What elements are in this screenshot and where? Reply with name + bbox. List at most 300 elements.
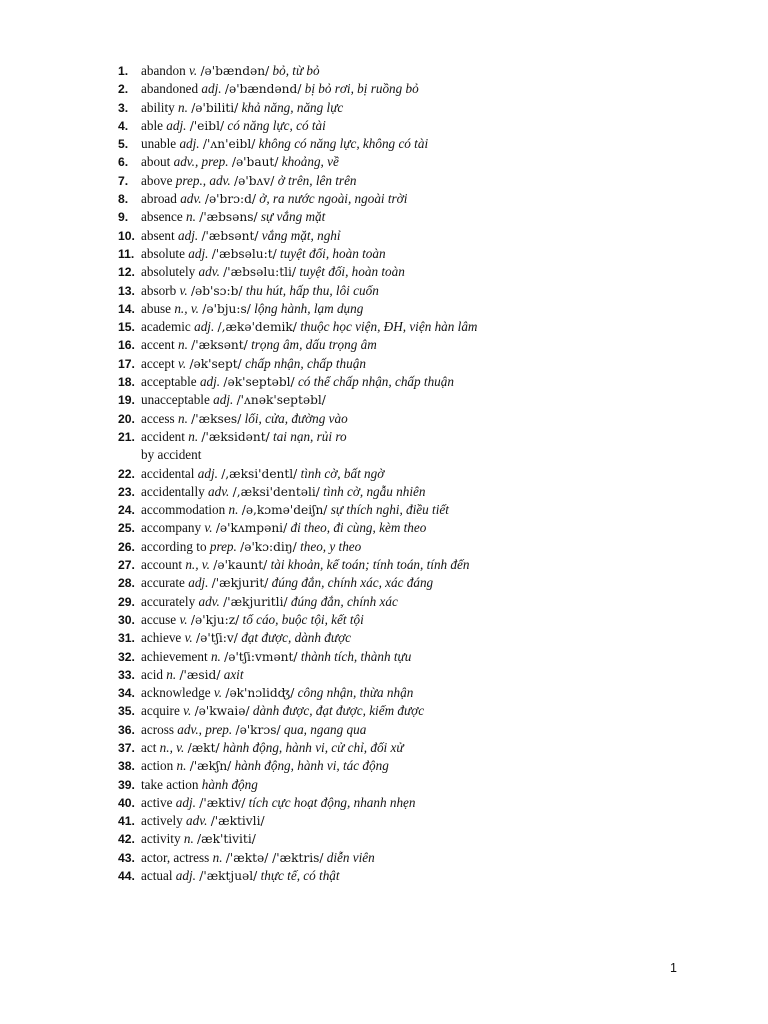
- entry-part-of-speech: n.: [177, 337, 188, 353]
- vocab-entry: [100, 80, 740, 98]
- entry-part-of-speech: n.: [176, 758, 187, 774]
- entry-body: [141, 373, 740, 391]
- entry-pronunciation: /ə'kju:z/: [190, 612, 240, 627]
- entry-number: 21.: [118, 429, 135, 444]
- entry-meaning: hành động, hành vi, tác động: [234, 758, 389, 774]
- entry-part-of-speech: n.: [177, 410, 188, 426]
- entry-part-of-speech: adj.: [213, 392, 234, 408]
- vocab-entry: [100, 172, 740, 190]
- entry-number: 6.: [118, 155, 129, 170]
- entry-body: [141, 629, 740, 647]
- entry-pronunciation: /ə'biliti/: [191, 100, 239, 115]
- entry-number: 20.: [118, 411, 135, 426]
- entry-body: [141, 867, 740, 885]
- vocab-entry: [100, 776, 740, 794]
- entry-meaning: tố cáo, buộc tội, kết tội: [242, 611, 364, 627]
- entry-body: [141, 757, 740, 775]
- entry-meaning: đạt được, dành được: [241, 630, 351, 646]
- entry-meaning: khả năng, năng lực: [241, 99, 344, 115]
- entry-body: [141, 611, 740, 629]
- entry-word: access: [141, 410, 175, 426]
- entry-number: 22.: [118, 466, 135, 481]
- vocab-entry: [100, 282, 740, 300]
- entry-pronunciation: /ækt/: [187, 740, 220, 755]
- entry-number: 24.: [118, 503, 135, 518]
- entry-number: 19.: [118, 393, 135, 408]
- entry-word: action: [141, 758, 174, 774]
- entry-body: [141, 135, 740, 153]
- entry-word: academic: [141, 319, 191, 335]
- entry-word: acceptable: [141, 374, 197, 390]
- entry-number: 44.: [118, 869, 135, 884]
- entry-body: [141, 519, 740, 537]
- entry-body: [141, 355, 740, 373]
- entry-pronunciation: /ə'tʃi:v/: [196, 631, 238, 646]
- entry-meaning: thuộc học viện, ĐH, viện hàn lâm: [300, 319, 478, 335]
- entry-part-of-speech: adj.: [178, 227, 199, 243]
- entry-word: actor, actress: [141, 849, 210, 865]
- entry-part-of-speech: adj.: [166, 117, 187, 133]
- entry-part-of-speech: v.: [204, 520, 213, 536]
- entry-body: [141, 318, 740, 336]
- entry-number: 16.: [118, 338, 135, 353]
- entry-pronunciation: /ə'bændən/: [200, 64, 270, 78]
- entry-part-of-speech: n., v.: [159, 739, 185, 755]
- entry-word: accent: [141, 337, 175, 353]
- vocab-entry: [100, 666, 740, 684]
- entry-meaning: qua, ngang qua: [283, 721, 367, 737]
- entry-number: 14.: [118, 301, 135, 316]
- vocab-entry: [100, 483, 740, 501]
- entry-number: 35.: [118, 704, 135, 719]
- entry-word: accurately: [141, 593, 196, 609]
- entry-pronunciation: /ə'tʃi:vmənt/: [224, 649, 298, 664]
- entry-number: 32.: [118, 649, 135, 664]
- entry-word: across: [141, 721, 174, 737]
- entry-number: 18.: [118, 375, 135, 390]
- entry-word: abroad: [141, 191, 177, 207]
- entry-pronunciation: /ək'nɔlidʤ/: [225, 686, 295, 701]
- entry-pronunciation: /,æksi'dentl/: [221, 466, 298, 481]
- entry-number: 27.: [118, 558, 135, 573]
- entry-meaning: lộng hành, lạm dụng: [254, 300, 364, 316]
- entry-number: 36.: [118, 722, 135, 737]
- entry-word: absent: [141, 227, 175, 243]
- entry-word: accidental: [141, 465, 195, 481]
- entry-word: active: [141, 794, 173, 810]
- entry-number: 31.: [118, 631, 135, 646]
- entry-pronunciation: /'æktiv/: [199, 795, 246, 810]
- entry-meaning: tình cờ, ngẫu nhiên: [323, 483, 426, 499]
- entry-pronunciation: /ək'septəbl/: [223, 375, 295, 390]
- entry-word: unacceptable: [141, 392, 210, 408]
- entry-pronunciation: /æk'tiviti/: [197, 832, 256, 847]
- entry-body: [141, 80, 740, 98]
- entry-part-of-speech: n., v.: [185, 557, 210, 573]
- entry-body: [141, 648, 740, 666]
- vocab-entry: [100, 373, 740, 391]
- entry-meaning: đúng đắn, chính xác: [290, 593, 398, 609]
- vocabulary-list: [100, 62, 740, 885]
- entry-word: activity: [141, 831, 181, 847]
- entry-part-of-speech: n.: [186, 209, 196, 225]
- entry-number: 2.: [118, 82, 129, 97]
- entry-number: 11.: [118, 246, 135, 261]
- entry-number: 26.: [118, 539, 135, 554]
- vocab-entry: [100, 574, 740, 592]
- entry-body: [141, 245, 740, 263]
- entry-body: [141, 684, 740, 702]
- entry-body: [141, 794, 740, 812]
- entry-body: [141, 300, 740, 318]
- entry-part-of-speech: n.: [166, 666, 177, 682]
- entry-meaning: tình cờ, bất ngờ: [300, 465, 385, 481]
- entry-meaning: diễn viên: [326, 849, 375, 865]
- entry-number: 15.: [118, 320, 135, 335]
- vocab-entry: [100, 318, 740, 336]
- entry-body: [141, 99, 740, 117]
- entry-number: 8.: [118, 192, 129, 207]
- entry-number: 41.: [118, 814, 135, 829]
- entry-body: [141, 593, 740, 611]
- entry-body: [141, 812, 740, 830]
- entry-number: 12.: [118, 265, 135, 280]
- entry-part-of-speech: n.: [188, 428, 199, 444]
- entry-meaning: thành tích, thành tựu: [300, 648, 412, 664]
- entry-body: [141, 849, 740, 867]
- entry-pronunciation: /'ækses/: [191, 411, 242, 426]
- entry-meaning: có năng lực, có tài: [227, 117, 326, 133]
- vocab-entry: [100, 593, 740, 611]
- entry-pronunciation: /əb'sɔ:b/: [190, 283, 243, 298]
- entry-pronunciation: /'ækʃn/: [189, 759, 232, 774]
- entry-pronunciation: /ə'bju:s/: [202, 301, 251, 316]
- entry-part-of-speech: adj.: [175, 868, 196, 884]
- entry-pronunciation: /ə'kʌmpəni/: [215, 521, 288, 536]
- entry-body: [141, 501, 740, 519]
- entry-meaning: tích cực hoạt động, nhanh nhẹn: [248, 794, 416, 810]
- entry-number: 37.: [118, 740, 135, 755]
- vocab-entry: [100, 849, 740, 867]
- entry-body: [141, 465, 740, 483]
- entry-body: [141, 574, 740, 592]
- entry-word: unable: [141, 136, 177, 152]
- entry-part-of-speech: adj.: [199, 374, 221, 390]
- vocab-entry: [100, 812, 740, 830]
- entry-body: [141, 117, 740, 135]
- entry-meaning: ở, ra nước ngoài, ngoài trời: [259, 191, 408, 207]
- entry-part-of-speech: adv., prep.: [177, 721, 233, 737]
- entry-part-of-speech: adj.: [188, 245, 209, 261]
- entry-part-of-speech: prep., adv.: [175, 172, 231, 188]
- entry-part-of-speech: n.: [228, 502, 239, 518]
- entry-pronunciation: /'æbsənt/: [201, 228, 259, 243]
- entry-word: take action: [141, 776, 199, 792]
- entry-meaning: chấp nhận, chấp thuận: [245, 355, 366, 371]
- entry-pronunciation: /'æktivli/: [210, 814, 265, 829]
- entry-meaning: bị bỏ rơi, bị ruồng bỏ: [304, 81, 419, 97]
- entry-pronunciation: /ə'kɔ:diŋ/: [240, 539, 297, 554]
- vocab-entry: [100, 245, 740, 263]
- entry-body: [141, 391, 740, 409]
- entry-number: 1.: [118, 64, 129, 78]
- entry-meaning: dành được, đạt được, kiếm được: [252, 703, 425, 719]
- vocab-entry: [100, 739, 740, 757]
- entry-word: achieve: [141, 630, 182, 646]
- entry-pronunciation: /'æktjuəl/: [199, 869, 258, 884]
- entry-body: [141, 336, 740, 354]
- entry-part-of-speech: adj.: [188, 575, 209, 591]
- entry-part-of-speech: adv., prep.: [173, 154, 229, 170]
- page-number: 1: [670, 961, 677, 975]
- vocab-entry: [100, 190, 740, 208]
- vocab-entry: [100, 153, 740, 171]
- vocab-entry: [100, 556, 740, 574]
- entry-part-of-speech: prep.: [209, 538, 237, 554]
- entry-word: act: [141, 739, 157, 755]
- entry-meaning: vắng mặt, nghỉ: [261, 227, 341, 243]
- entry-word: accommodation: [141, 502, 226, 518]
- vocab-entry: [100, 410, 740, 428]
- entry-pronunciation: /'ækjurit/: [211, 576, 269, 591]
- entry-word: according to: [141, 538, 207, 554]
- entry-body: [141, 172, 740, 190]
- entry-body: [141, 153, 740, 171]
- entry-part-of-speech: adv.: [186, 813, 208, 829]
- entry-word: acid: [141, 666, 163, 682]
- entry-meaning: công nhận, thừa nhận: [297, 685, 414, 701]
- entry-part-of-speech: v.: [179, 611, 188, 627]
- entry-body: [141, 428, 740, 465]
- vocab-entry: [100, 538, 740, 556]
- entry-meaning: khoảng, về: [281, 154, 339, 170]
- vocab-entry: [100, 519, 740, 537]
- entry-number: 3.: [118, 100, 129, 115]
- entry-part-of-speech: v.: [179, 282, 188, 298]
- entry-word: able: [141, 117, 163, 133]
- vocab-entry: [100, 648, 740, 666]
- entry-meaning: có thể chấp nhận, chấp thuận: [297, 374, 454, 390]
- entry-meaning: thực tế, có thật: [260, 868, 340, 884]
- entry-part-of-speech: n.: [212, 849, 223, 865]
- entry-meaning: tai nạn, rủi ro: [273, 428, 347, 444]
- entry-number: 30.: [118, 612, 135, 627]
- entry-sub-phrase: by accident: [141, 447, 202, 463]
- entry-part-of-speech: adv.: [198, 593, 220, 609]
- vocab-entry: [100, 867, 740, 885]
- entry-part-of-speech: v.: [183, 703, 192, 719]
- vocab-entry: [100, 757, 740, 775]
- entry-pronunciation: /'æksidənt/: [201, 429, 270, 444]
- entry-number: 29.: [118, 594, 135, 609]
- entry-pronunciation: /ə'baut/: [231, 155, 279, 170]
- entry-pronunciation: /'ʌnək'septəbl/: [236, 393, 326, 408]
- entry-word: accurate: [141, 575, 185, 591]
- entry-number: 17.: [118, 356, 135, 371]
- entry-body: [141, 556, 740, 574]
- entry-pronunciation: /'æksənt/: [191, 338, 248, 353]
- entry-number: 7.: [118, 173, 129, 188]
- entry-body: [141, 702, 740, 720]
- entry-meaning: tài khoản, kế toán; tính toán, tính đến: [270, 557, 470, 573]
- entry-word: acquire: [141, 703, 180, 719]
- entry-body: [141, 263, 740, 281]
- entry-number: 25.: [118, 521, 135, 536]
- vocab-entry: [100, 629, 740, 647]
- entry-word: actively: [141, 813, 183, 829]
- entry-word: absence: [141, 209, 183, 225]
- entry-word: ability: [141, 99, 175, 115]
- entry-part-of-speech: adv.: [208, 483, 230, 499]
- vocab-entry: [100, 355, 740, 373]
- entry-number: 42.: [118, 832, 135, 847]
- entry-word: accept: [141, 355, 175, 371]
- vocab-entry: [100, 99, 740, 117]
- entry-number: 39.: [118, 777, 135, 792]
- vocab-entry: [100, 465, 740, 483]
- entry-part-of-speech: adj.: [175, 794, 196, 810]
- entry-body: [141, 830, 740, 848]
- entry-part-of-speech: n.: [210, 648, 221, 664]
- entry-meaning: hành động: [201, 776, 258, 792]
- entry-word: accidentally: [141, 483, 205, 499]
- entry-body: [141, 739, 740, 757]
- entry-word: above: [141, 172, 173, 188]
- entry-number: 9.: [118, 210, 129, 225]
- entry-pronunciation: /'eibl/: [189, 118, 225, 133]
- vocab-entry: [100, 263, 740, 281]
- entry-body: [141, 190, 740, 208]
- vocab-entry: [100, 830, 740, 848]
- entry-body: [141, 227, 740, 245]
- entry-pronunciation: /'æktə/ /'æktris/: [225, 850, 324, 865]
- entry-word: accident: [141, 428, 185, 444]
- vocab-entry: [100, 721, 740, 739]
- vocab-entry: [100, 336, 740, 354]
- entry-meaning: không có năng lực, không có tài: [258, 136, 429, 152]
- vocab-entry: [100, 300, 740, 318]
- entry-number: 23.: [118, 484, 135, 499]
- entry-pronunciation: /ə'kwaiə/: [194, 704, 250, 719]
- vocab-entry: [100, 227, 740, 245]
- entry-word: actual: [141, 868, 173, 884]
- entry-word: accuse: [141, 611, 177, 627]
- entry-pronunciation: /ək'sept/: [189, 356, 242, 371]
- entry-part-of-speech: n.: [178, 99, 188, 115]
- entry-meaning: tuyệt đối, hoàn toàn: [299, 264, 405, 280]
- entry-pronunciation: /'ʌn'eibl/: [202, 137, 256, 152]
- entry-pronunciation: /ə'brɔ:d/: [204, 192, 256, 207]
- entry-number: 43.: [118, 850, 135, 865]
- vocab-entry: [100, 702, 740, 720]
- vocab-entry: [100, 684, 740, 702]
- entry-number: 28.: [118, 576, 135, 591]
- entry-part-of-speech: n., v.: [174, 300, 199, 316]
- entry-number: 4.: [118, 118, 129, 133]
- entry-pronunciation: /,æksi'dentəli/: [232, 484, 320, 499]
- entry-number: 34.: [118, 686, 135, 701]
- entry-part-of-speech: n.: [183, 831, 194, 847]
- entry-meaning: trọng âm, dấu trọng âm: [251, 337, 377, 353]
- entry-part-of-speech: adj.: [197, 465, 218, 481]
- entry-pronunciation: /,ækə'demik/: [217, 320, 297, 335]
- entry-body: [141, 538, 740, 556]
- entry-body: [141, 776, 740, 794]
- entry-body: [141, 666, 740, 684]
- entry-word: absorb: [141, 282, 177, 298]
- entry-part-of-speech: v.: [184, 630, 193, 646]
- vocab-entry: [100, 794, 740, 812]
- entry-pronunciation: /'æbsəlu:t/: [211, 246, 277, 261]
- entry-body: [141, 208, 740, 226]
- vocab-entry: [100, 428, 740, 465]
- entry-body: [141, 410, 740, 428]
- entry-pronunciation: /ə'bændənd/: [224, 82, 302, 97]
- vocab-entry: [100, 501, 740, 519]
- entry-number: 13.: [118, 283, 135, 298]
- entry-body: [141, 721, 740, 739]
- entry-part-of-speech: adv.: [198, 264, 220, 280]
- entry-meaning: đi theo, đi cùng, kèm theo: [290, 520, 427, 536]
- vocab-entry: [100, 117, 740, 135]
- vocab-entry: [100, 611, 740, 629]
- entry-pronunciation: /'æbsəns/: [199, 210, 258, 225]
- entry-meaning: ở trên, lên trên: [277, 172, 357, 188]
- entry-word: acknowledge: [141, 685, 211, 701]
- entry-word: absolutely: [141, 264, 196, 280]
- entry-meaning: theo, y theo: [300, 538, 362, 554]
- entry-word: accompany: [141, 520, 202, 536]
- entry-number: 40.: [118, 795, 135, 810]
- entry-meaning: hành động, hành vi, cử chỉ, đối xử: [222, 739, 404, 755]
- entry-body: [141, 282, 740, 300]
- entry-pronunciation: /ə'bʌv/: [234, 173, 275, 188]
- entry-pronunciation: /'æbsəlu:tli/: [223, 265, 297, 280]
- entry-meaning: sự thích nghi, điều tiết: [330, 502, 449, 518]
- entry-number: 10.: [118, 228, 135, 243]
- entry-part-of-speech: adj.: [179, 136, 200, 152]
- entry-part-of-speech: adj.: [194, 319, 215, 335]
- entry-meaning: thu hút, hấp thu, lôi cuốn: [245, 282, 379, 298]
- entry-part-of-speech: adv.: [180, 191, 202, 207]
- entry-part-of-speech: v.: [213, 685, 223, 701]
- entry-pronunciation: /ə,kɔmə'deiʃn/: [241, 503, 328, 518]
- vocab-entry: [100, 135, 740, 153]
- entry-pronunciation: /'æsid/: [179, 667, 221, 682]
- entry-pronunciation: /ə'kaunt/: [213, 558, 268, 573]
- entry-meaning: lối, cửa, đường vào: [244, 410, 348, 426]
- entry-meaning: sự vắng mặt: [260, 209, 326, 225]
- entry-pronunciation: /'ækjuritli/: [223, 594, 288, 609]
- entry-meaning: đúng đắn, chính xác, xác đáng: [271, 575, 434, 591]
- entry-word: abandoned: [141, 81, 199, 97]
- entry-meaning: bỏ, từ bỏ: [272, 63, 320, 78]
- entry-number: 5.: [118, 137, 129, 152]
- entry-word: abuse: [141, 300, 172, 316]
- entry-part-of-speech: v.: [188, 63, 198, 78]
- vocab-entry: [100, 391, 740, 409]
- entry-meaning: axit: [223, 666, 244, 682]
- entry-number: 38.: [118, 759, 135, 774]
- entry-word: account: [141, 557, 183, 573]
- entry-word: achievement: [141, 648, 208, 664]
- entry-word: abandon: [141, 63, 186, 78]
- entry-body: [141, 483, 740, 501]
- entry-part-of-speech: v.: [177, 355, 187, 371]
- entry-part-of-speech: adj.: [201, 81, 222, 97]
- vocab-entry: [100, 208, 740, 226]
- entry-pronunciation: /ə'krɔs/: [235, 722, 281, 737]
